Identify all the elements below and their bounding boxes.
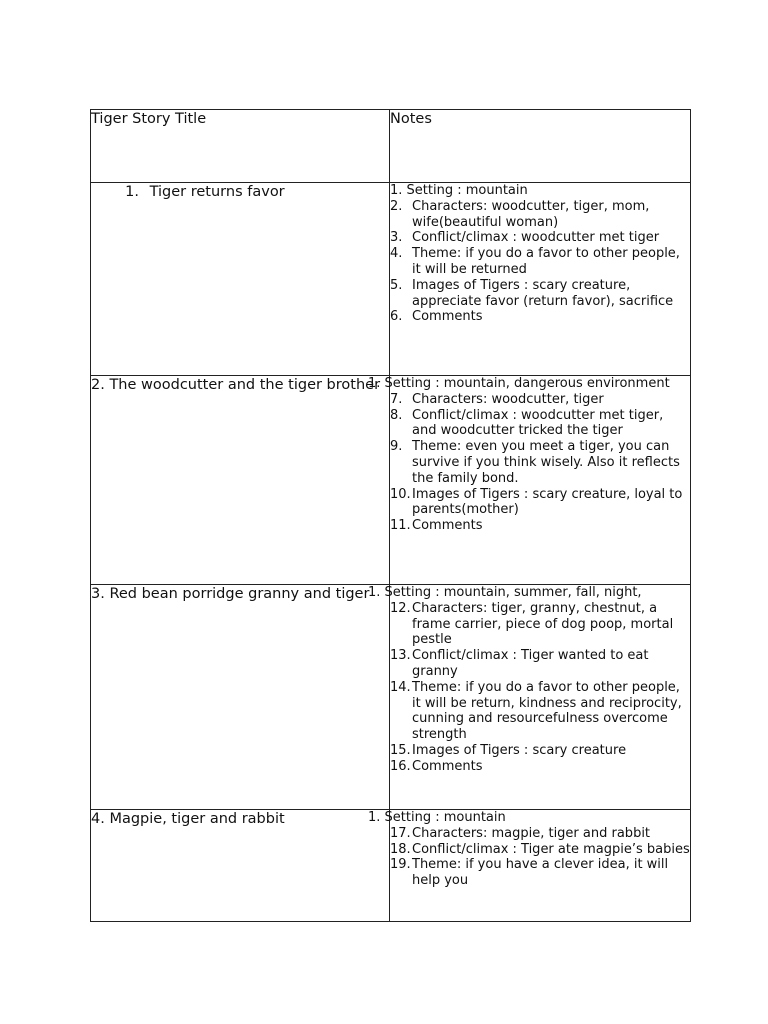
story-title-cell	[91, 376, 390, 585]
note-item: 6. Comments	[390, 309, 483, 325]
notes-column-header: Notes	[390, 110, 691, 183]
table-row	[91, 183, 691, 376]
note-item: 3. Conflict/climax : woodcutter met tiger	[390, 230, 660, 246]
note-item: 10. Images of Tigers : scary creature, loyal to parents(mother)	[390, 486, 683, 518]
note-item: 7. Characters: woodcutter, tiger	[390, 391, 604, 407]
story-title-text: Tiger returns favor	[149, 184, 285, 200]
header-row	[91, 110, 691, 183]
story-title: 2. The woodcutter and the tiger brother	[91, 377, 381, 393]
note-item-setting: 1. Setting : mountain	[368, 810, 506, 825]
note-item: 5. Images of Tigers : scary creature, appreciate favor (return favor), sacrifice	[390, 277, 674, 309]
notes-cell	[390, 183, 691, 376]
note-item: 17. Characters: magpie, tiger and rabbit	[390, 825, 651, 841]
story-title-cell	[91, 810, 390, 922]
note-item: 18. Conflict/climax : Tiger ate magpie’s babies	[390, 841, 690, 857]
table-row	[91, 810, 691, 922]
notes-cell	[368, 376, 691, 585]
tiger-story-table	[90, 109, 691, 922]
note-item: 2. Characters: woodcutter, tiger, mom, wife(beautiful woman)	[390, 198, 650, 230]
notes-cell	[368, 585, 691, 810]
note-item-setting: 1. Setting : mountain, dangerous environment	[368, 376, 670, 391]
note-item: 19. Theme: if you have a clever idea, it will help you	[390, 857, 669, 889]
note-item: 11. Comments	[390, 518, 483, 534]
note-item: 13. Conflict/climax : Tiger wanted to eat granny	[390, 648, 649, 679]
notes-cell	[368, 810, 691, 922]
note-item: 8. Conflict/climax : woodcutter met tiger, and woodcutter tricked the tiger	[390, 407, 664, 439]
table-row	[91, 585, 691, 810]
title-column-header: Tiger Story Title	[91, 110, 390, 183]
note-item: 9. Theme: even you meet a tiger, you can survive if you think wisely. Also it reflects the family bond.	[390, 439, 680, 486]
story-title: 4. Magpie, tiger and rabbit	[91, 811, 285, 827]
note-item: 15. Images of Tigers : scary creature	[390, 742, 627, 758]
note-item: 12. Characters: tiger, granny, chestnut, a frame carrier, piece of dog poop, mortal pestle	[390, 600, 674, 648]
note-item: 16. Comments	[390, 758, 483, 774]
story-title: 3. Red bean porridge granny and tiger	[91, 586, 370, 602]
note-item: 14. Theme: if you do a favor to other people, it will be return, kindness and reciprocity, cunning and resourcefulness overcome strength	[390, 679, 682, 743]
note-item: 4. Theme: if you do a favor to other people, it will be returned	[390, 246, 680, 277]
table-row	[91, 376, 691, 585]
story-title	[91, 183, 389, 202]
story-title-cell	[91, 585, 390, 810]
note-item-setting: 1. Setting : mountain	[390, 183, 528, 198]
note-item-setting: 1. Setting : mountain, summer, fall, night,	[368, 585, 642, 600]
story-title-cell	[91, 183, 390, 376]
story-number: 1.	[125, 184, 139, 200]
